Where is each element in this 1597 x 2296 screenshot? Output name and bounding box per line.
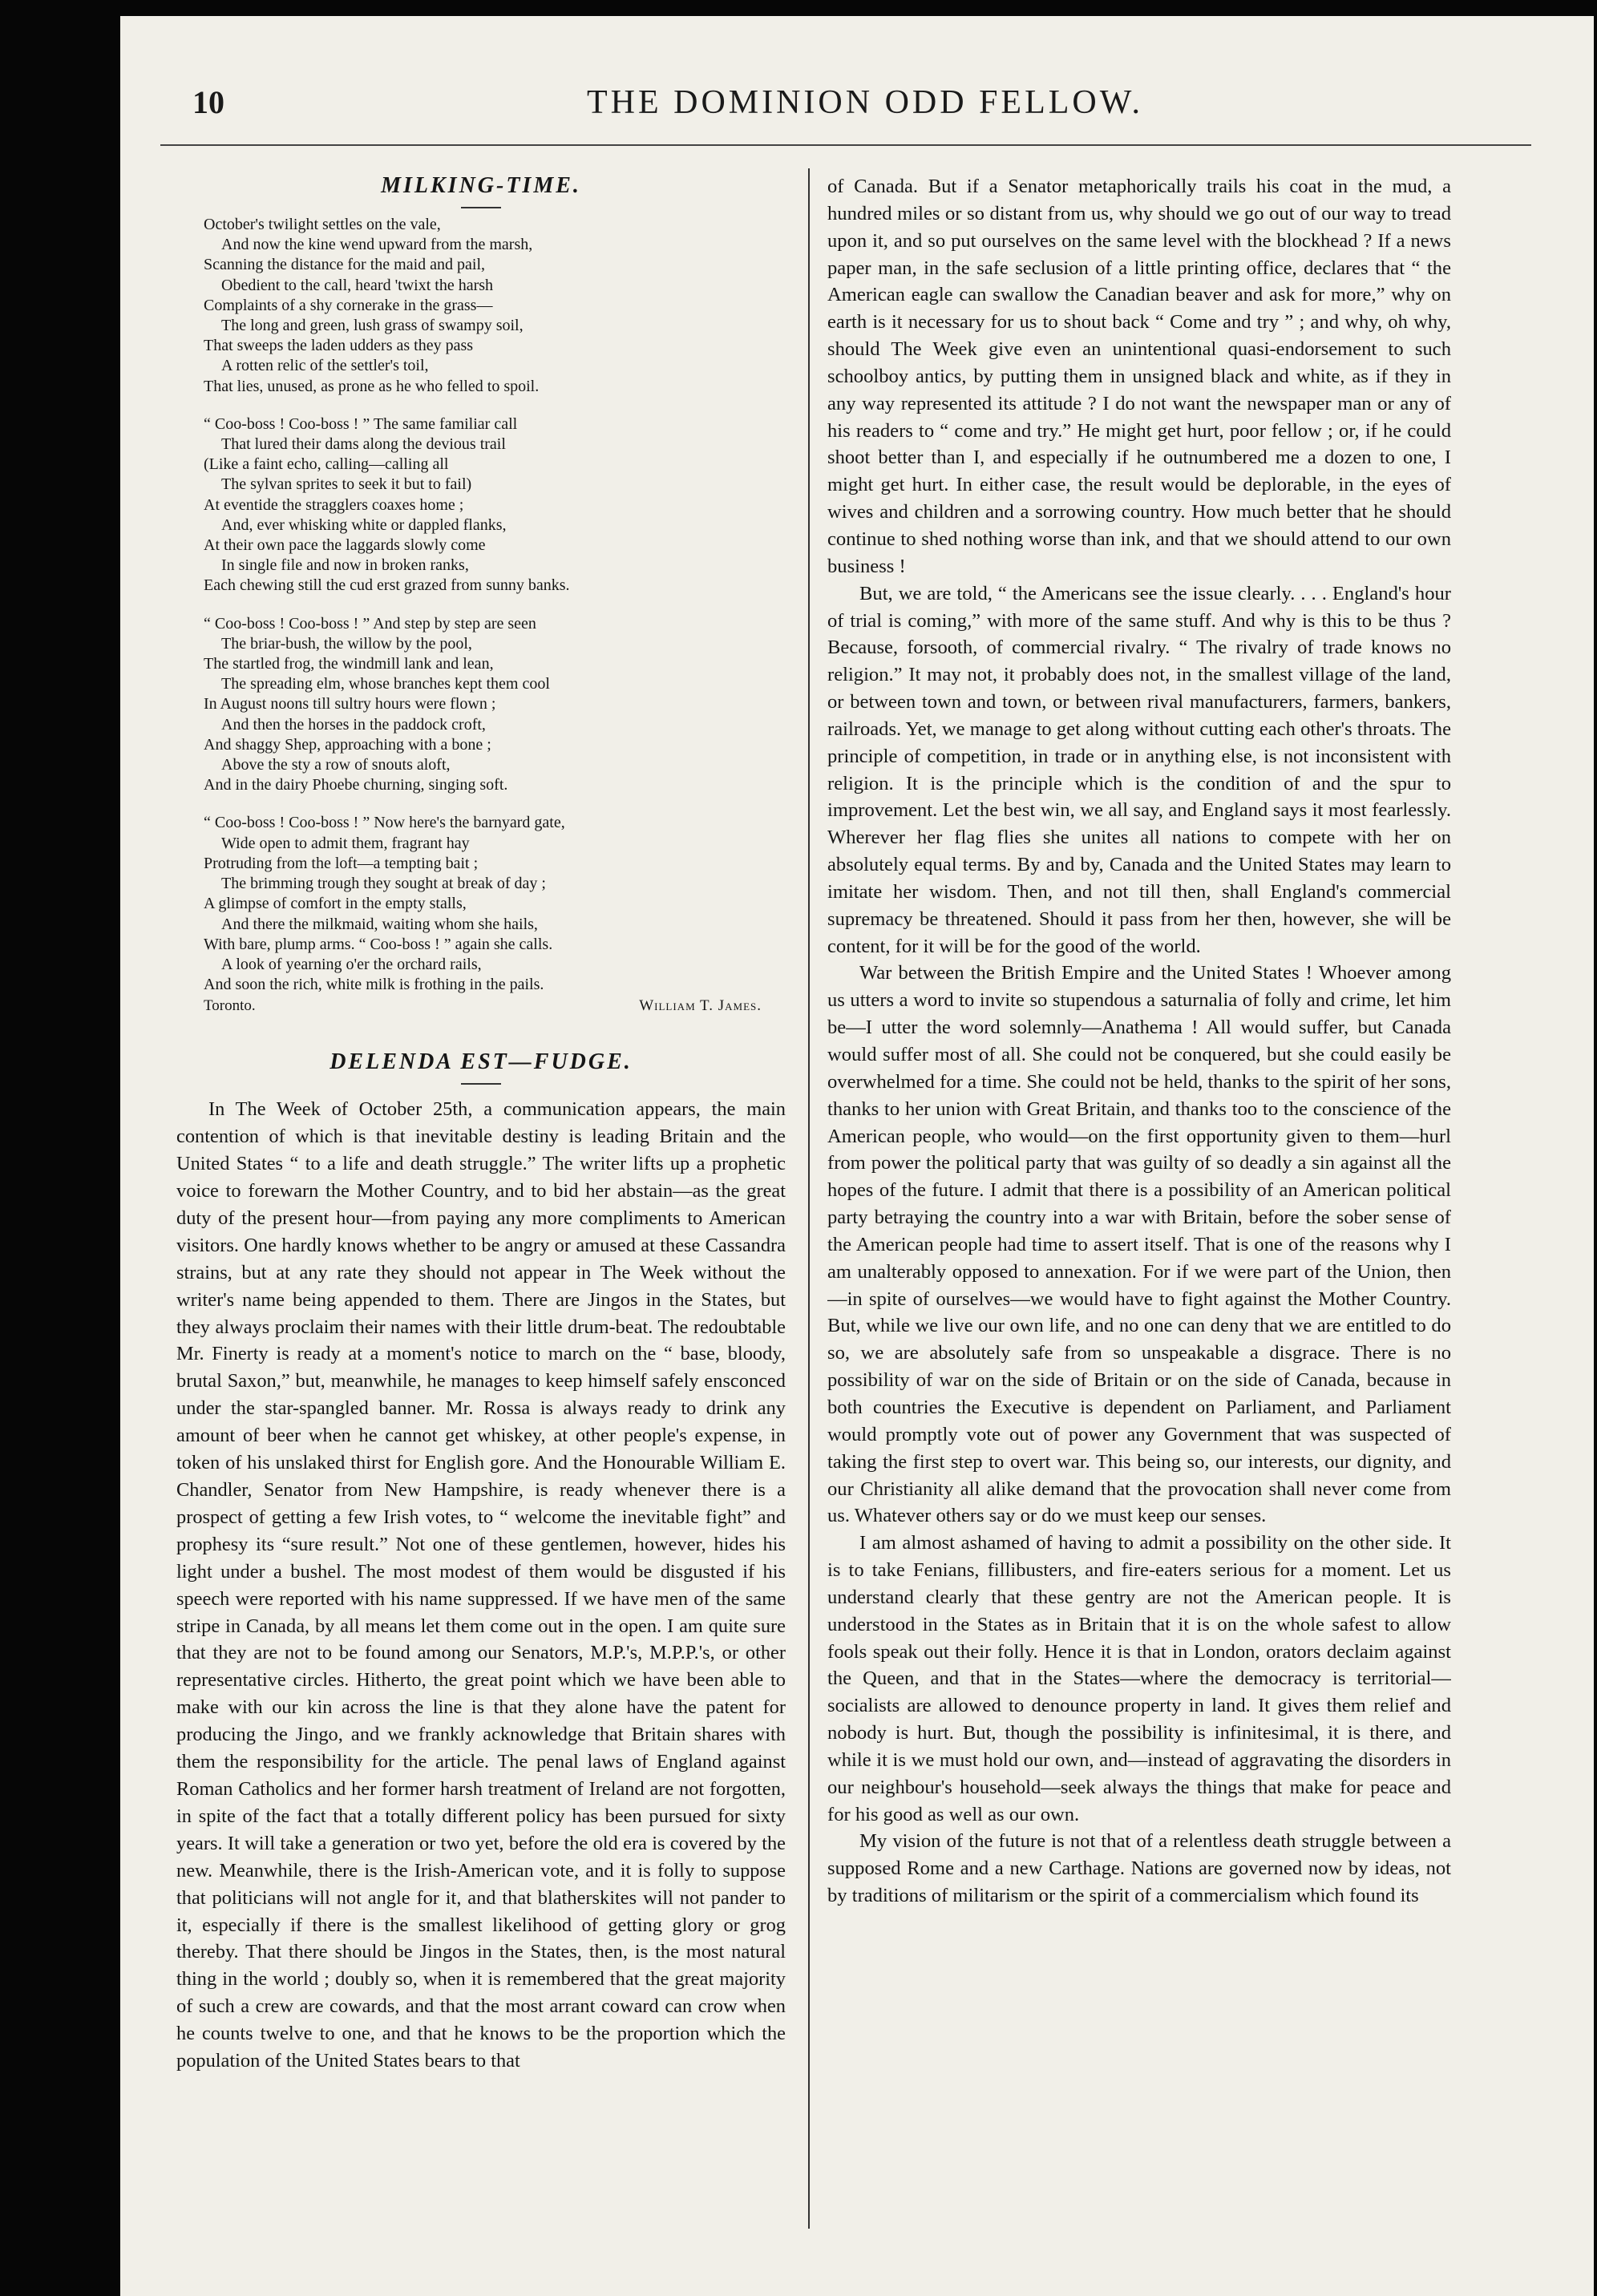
article-text-right xyxy=(827,173,1451,1910)
article-text-left xyxy=(176,1096,786,2075)
article-paragraph: War between the British Empire and the United States ! Whoever among us utters a word to invite so stupendous a saturnalia of folly and crime, let him be—I utter the word solemnly—Anathema ! All would suffer, but Canada would suffer most of all. She could not be conquered, but she could easily be overwhelmed for a time. She could not be held, thanks to the spirit of her sons, thanks to her union with Great Britain, and thanks too to the conscience of the American people, who would—on the first opportunity given to them—hurl from power the political party that was guilty of so deadly a sin against all the hopes of the future. I admit that there is a possibility of an American political party betraying the country into a war with Britain, before the sober sense of the American people had time to assert itself. That is one of the reasons why I am unalterably opposed to annexation. For if we were part of the Union, then—in spite of ourselves—we would have to fight against the Mother Country. But, while we live our own life, and no one can deny that we are entitled to do so, we are absolutely safe from so unspeakable a disgrace. There is no possibility of war on the side of Britain or on the side of Canada, because in both countries the Executive is dependent on Parliament, and Parliament would promptly vote out of power any Government that was suspected of taking the first step to overt war. This being so, our interests, our dignity, and our Christianity all alike demand that the provocation shall never come from us. Whatever others say or do we must keep our senses. xyxy=(827,962,1451,1527)
poem-line: That sweeps the laden udders as they pass xyxy=(204,337,474,355)
poem-line: And soon the rich, white milk is frothing in the pails. xyxy=(204,976,544,994)
poem-line: The briar-bush, the willow by the pool, xyxy=(221,634,472,653)
poem-place: Toronto. xyxy=(204,997,256,1015)
poem-line: And shaggy Shep, approaching with a bone ; xyxy=(204,735,491,754)
poem-line: “ Coo-boss ! Coo-boss ! ” And step by step are seen xyxy=(204,614,536,633)
poem-line: (Like a faint echo, calling—calling all xyxy=(204,455,449,474)
poem-line: The brimming trough they sought at break of day ; xyxy=(221,875,546,893)
poem-line: The startled frog, the windmill lank and lean, xyxy=(204,655,494,673)
poem-line: Each chewing still the cud erst grazed from sunny banks. xyxy=(204,576,570,595)
column-divider xyxy=(808,168,810,2229)
poem-line: The sylvan sprites to seek it but to fail) xyxy=(221,475,472,494)
article-paragraph: But, we are told, “ the Americans see the issue clearly. . . . England's hour of trial is coming,” with more of the same stuff. And why is this to be thus ? Because, forsooth, of commercial rivalry. “ The rivalry of trade knows no religion.” It may not, it probably does not, in the smallest village of the land, or between town and town, or between rival manufacturers, farmers, bankers, railroads. Yet, we manage to get along without cutting each other's throats. The principle of competition, in trade or in anything else, is not inconsistent with religion. It is the principle which is the condition of and the spur to improvement. Let the best win, we all say, and England says it most fearlessly. Wherever her flag flies she unites all nations to compete with her on absolutely equal terms. By and by, Canada and the United States may learn to imitate her wisdom. Then, and not till then, shall England's commercial supremacy be threatened. Should it pass from her then, however, she will be content, for it will be for the good of the world. xyxy=(827,582,1451,957)
poem-line: And, ever whisking white or dappled flanks, xyxy=(221,515,507,534)
article-paragraph: I am almost ashamed of having to admit a possibility on the other side. It is to take Fenians, fillibusters, and fire-eaters serious for a moment. Let us understand clearly that these gentry are not the American people. It is understood in the States as in Britain that it is on the whole safest to allow fools speak out their folly. Hence it is that in London, orators declaim against the Queen, and that in the States—where the democracy is territorial—socialists are allowed to denounce property in land. It gives them relief and nobody is hurt. But, though the possibility is infinitesimal, it is there, and while it is we must hold our own, and—instead of aggravating the disorders in our neighbour's household—seek always the things that make for peace and for his good as well as our own. xyxy=(827,1532,1451,1825)
poem-line: And then the horses in the paddock croft, xyxy=(221,715,486,734)
poem-line: At eventide the stragglers coaxes home ; xyxy=(204,495,464,514)
poem-line: A rotten relic of the settler's toil, xyxy=(221,357,429,375)
poem-line: A look of yearning o'er the orchard rails, xyxy=(221,955,482,973)
title-dash xyxy=(461,207,501,208)
poem-line: Obedient to the call, heard 'twixt the harsh xyxy=(221,276,494,294)
poem-author: William T. James. xyxy=(639,997,762,1015)
page-header xyxy=(184,83,1546,139)
poem-line: “ Coo-boss ! Coo-boss ! ” The same familiar call xyxy=(204,414,518,433)
poem-line: A glimpse of comfort in the empty stalls, xyxy=(204,895,467,913)
article-paragraph: My vision of the future is not that of a relentless death struggle between a supposed Rome and a new Carthage. Nations are governed now by ideas, not by traditions of militarism or the spirit of a commercialism which found its xyxy=(827,1830,1451,1907)
title-dash xyxy=(461,1083,501,1085)
poem-stanza xyxy=(204,414,786,596)
poem-signature xyxy=(204,996,786,1016)
poem-line: That lies, unused, as prone as he who felled to spoil. xyxy=(204,377,540,395)
right-column xyxy=(827,173,1451,2241)
article-paragraph: In The Week of October 25th, a communication appears, the main contention of which is that inevitable destiny is leading Britain and the United States “ to a life and death struggle.” The writer lifts up a prophetic voice to forewarn the Mother Country, and to bid her abstain—as the great duty of the present hour—from paying any more compliments to American visitors. One hardly knows whether to be angry or amused at these Cassandra strains, but at any rate they should not appear in The Week without the writer's name being appended to them. There are Jingos in the States, but they always proclaim their names with their little drum-beat. The redoubtable Mr. Finerty is ready at a moment's notice to march on the “ base, bloody, brutal Saxon,” but, meanwhile, he manages to keep himself safely ensconced under the star-spangled banner. Mr. Rossa is always ready to drink any amount of beer when he cannot get whiskey, at other people's expense, in token of his unslaked thirst for English gore. And the Honourable William E. Chandler, Senator from New Hampshire, is ready whenever there is a prospect of getting a few Irish votes, to “ welcome the inevitable fight” and prophesy its “sure result.” Not one of these gentlemen, however, hides his light under a bushel. The most modest of them would be disgusted if his speech were reported with his name suppressed. If we have men of the same stripe in Canada, by all means let them come out in the open. I am quite sure that they are not to be found among our Senators, M.P.'s, M.P.P.'s, or other representative circles. Hitherto, the great point which we have been able to make with our kin across the line is that they alone have the patent for producing the Jingo, and we frankly acknowledge that Britain shares with them the responsibility for the article. The penal laws of England against Roman Catholics and her former harsh treatment of Ireland are not forgotten, in spite of the fact that a totally different policy has been pursued for sixty years. It will take a generation or two yet, before the old era is covered by the new. Meanwhile, there is the Irish-American vote, and it is folly to suppose that politicians will not angle for it, and that blatherskites will not pander to it, especially if there is the smallest likelihood of getting glory or grog thereby. That there should be Jingos in the States, then, is the most natural thing in the world ; doubly so, when it is remembered that the great majority of such a crew are cowards, and that the most arrant coward can crow when he counts twelve to one, and that he knows to be the proportion which the population of the United States bears to that xyxy=(176,1098,786,2072)
article-paragraph: of Canada. But if a Senator metaphorically trails his coat in the mud, a hundred miles or so distant from us, why should we go out of our way to tread upon it, and so put ourselves on the same level with the blockhead ? If a news paper man, in the safe seclusion of a little printing office, declares that “ the American eagle can swallow the Canadian beaver and ask for more,” why on earth is it necessary for us to shout back “ Come and try ” ; and why, oh why, should The Week give even an unintentional quasi-endorsement to such schoolboy antics, by putting them in unsigned black and white, as if they in any way represented its attitude ? I do not want the newspaper man or any of his readers to “ come and try.” He might get hurt, poor fellow ; or, if he could shoot better than I, and especially if he outnumbered me a dozen to one, I might get hurt. In either case, the result would be deplorable, in the eyes of wives and children and a sorrowing country. How much better that he should continue to shed nothing worse than ink, and that we should attend to our own business ! xyxy=(827,176,1451,577)
page-number: 10 xyxy=(192,84,224,120)
poem-line: Wide open to admit them, fragrant hay xyxy=(221,834,470,852)
header-rule xyxy=(160,144,1531,146)
poem-line: That lured their dams along the devious trail xyxy=(221,435,506,454)
poem-line: In single file and now in broken ranks, xyxy=(221,556,469,575)
poem-line: Protruding from the loft—a tempting bait ; xyxy=(204,854,479,872)
poem-line: October's twilight settles on the vale, xyxy=(204,216,441,233)
poem-line: The long and green, lush grass of swampy soil, xyxy=(221,317,524,335)
poem-line: Complaints of a shy cornerake in the grass— xyxy=(204,296,493,314)
poem-line: And in the dairy Phoebe churning, singing soft. xyxy=(204,776,508,794)
poem-stanza xyxy=(204,813,786,995)
poem-line: At their own pace the laggards slowly come xyxy=(204,536,486,555)
publication-title: THE DOMINION ODD FELLOW. xyxy=(586,84,1144,121)
poem-line: In August noons till sultry hours were flown ; xyxy=(204,695,496,713)
poem-line: The spreading elm, whose branches kept them cool xyxy=(221,675,550,693)
newspaper-page xyxy=(120,16,1594,2296)
poem-line: “ Coo-boss ! Coo-boss ! ” Now here's the barnyard gate, xyxy=(204,814,565,832)
poem-line: Scanning the distance for the maid and pail, xyxy=(204,256,486,274)
poem-body xyxy=(176,215,786,995)
poem-line: And there the milkmaid, waiting whom she hails, xyxy=(221,915,538,933)
poem-line: And now the kine wend upward from the marsh, xyxy=(221,236,533,254)
poem-line: With bare, plump arms. “ Coo-boss ! ” again she calls. xyxy=(204,935,553,953)
article-title: DELENDA EST—FUDGE. xyxy=(330,1049,633,1075)
left-column xyxy=(176,168,786,2237)
poem-title: MILKING-TIME. xyxy=(381,173,581,198)
poem-stanza xyxy=(204,614,786,796)
poem-stanza xyxy=(204,215,786,397)
poem-line: Above the sty a row of snouts aloft, xyxy=(221,756,451,774)
